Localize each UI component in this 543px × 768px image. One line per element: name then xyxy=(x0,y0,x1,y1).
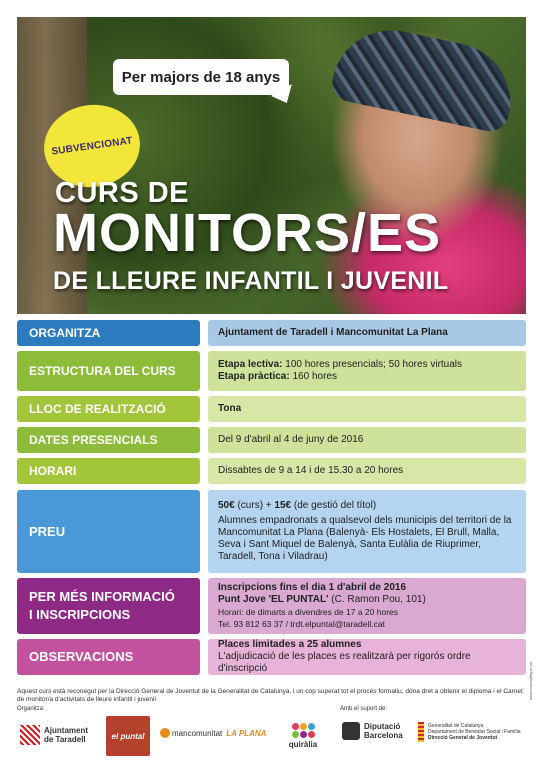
logo-el-puntal: el puntal xyxy=(106,716,150,756)
value-observacions: Places limitades a 25 alumnes L'adjudicació de les places es realitzarà per rigorós ordre d'inscripció xyxy=(208,639,526,675)
age-bubble: Per majors de 18 anys xyxy=(113,59,289,95)
side-credit: www.monogrfique.cat xyxy=(528,661,533,700)
generalitat-flag-icon xyxy=(418,722,424,742)
recognition-note: Aquest curs està reconegut per la Direcció General de Joventut de la Generalitat de Catalunya, i un cop superat tot el procés formatiu, dóna dret a obtenir el diploma i el Carnet de monitor/a d'activitats de lleure infantil i juvenil xyxy=(17,688,523,703)
value-organitza: Ajuntament de Taradell i Mancomunitat La Plana xyxy=(208,320,526,346)
bandana xyxy=(329,19,522,135)
mancomunitat-circle-icon xyxy=(160,728,170,738)
row-observacions xyxy=(17,639,526,675)
row-dates xyxy=(17,427,526,453)
label-lloc: LLOC DE REALITZACIÓ xyxy=(17,396,200,422)
diputacio-mark-icon xyxy=(342,722,360,740)
label-preu: PREU xyxy=(17,490,200,573)
value-dates: Del 9 d'abril al 4 de juny de 2016 xyxy=(208,427,526,453)
row-lloc xyxy=(17,396,526,422)
title-line-3: DE LLEURE INFANTIL I JUVENIL xyxy=(53,267,449,295)
label-estructura: ESTRUCTURA DEL CURS xyxy=(17,351,200,391)
label-observacions: OBSERVACIONS xyxy=(17,639,200,675)
label-info: PER MÉS INFORMACIÓ I INSCRIPCIONS xyxy=(17,578,200,634)
row-preu xyxy=(17,490,526,573)
logo-diputacio-barcelona: Diputació Barcelona xyxy=(342,722,403,740)
label-dates: DATES PRESENCIALS xyxy=(17,427,200,453)
hero-photo xyxy=(17,17,526,314)
title-line-1: CURS DE xyxy=(55,177,190,209)
row-organitza xyxy=(17,320,526,346)
title-line-2: MONITORS/ES xyxy=(53,203,442,263)
row-info xyxy=(17,578,526,634)
supporters-label: Amb el suport de: xyxy=(340,706,388,712)
taradell-shield-icon xyxy=(20,725,40,745)
label-organitza: ORGANITZA xyxy=(17,320,200,346)
value-horari: Dissabtes de 9 a 14 i de 15.30 a 20 hores xyxy=(208,458,526,484)
value-lloc: Tona xyxy=(208,396,526,422)
organizers-label: Organitza: xyxy=(17,706,45,712)
value-info: Inscripcions fins el dia 1 d'abril de 2016 Punt Jove 'EL PUNTAL' (C. Ramon Pou, 101) Horari: de dimarts a divendres de 17 a 20 hores Tel. 93 812 63 37 / trdt.elpuntal@taradell.cat xyxy=(208,578,526,634)
subsidy-badge: SUBVENCIONAT xyxy=(39,99,145,194)
logo-mancomunitat: mancomunitat LA PLANA xyxy=(160,728,266,738)
value-estructura: Etapa lectiva: 100 hores presencials; 50 hores virtuals Etapa pràctica: 160 hores xyxy=(208,351,526,391)
row-horari xyxy=(17,458,526,484)
value-preu: 50€ (curs) + 15€ (de gestió del títol) Alumnes empadronats a qualsevol dels municipis del territori de la Mancomunitat La Plana (Balenyà- Els Hostalets, El Brull, Malla, Seva i Sant Miquel de Balenyà, Santa Eulàlia de Riuprimer, Taradell, Tona i Viladrau) xyxy=(208,490,526,573)
logo-generalitat: Generalitat de Catalunya Departament de Benestar Social i Família Direcció General de Joventut xyxy=(418,722,521,742)
logo-ajuntament-taradell: Ajuntament de Taradell xyxy=(20,720,100,750)
logo-quiralia: quiràlia xyxy=(283,714,323,758)
row-estructura xyxy=(17,351,526,391)
label-horari: HORARI xyxy=(17,458,200,484)
quiralia-dots-icon xyxy=(292,723,315,738)
